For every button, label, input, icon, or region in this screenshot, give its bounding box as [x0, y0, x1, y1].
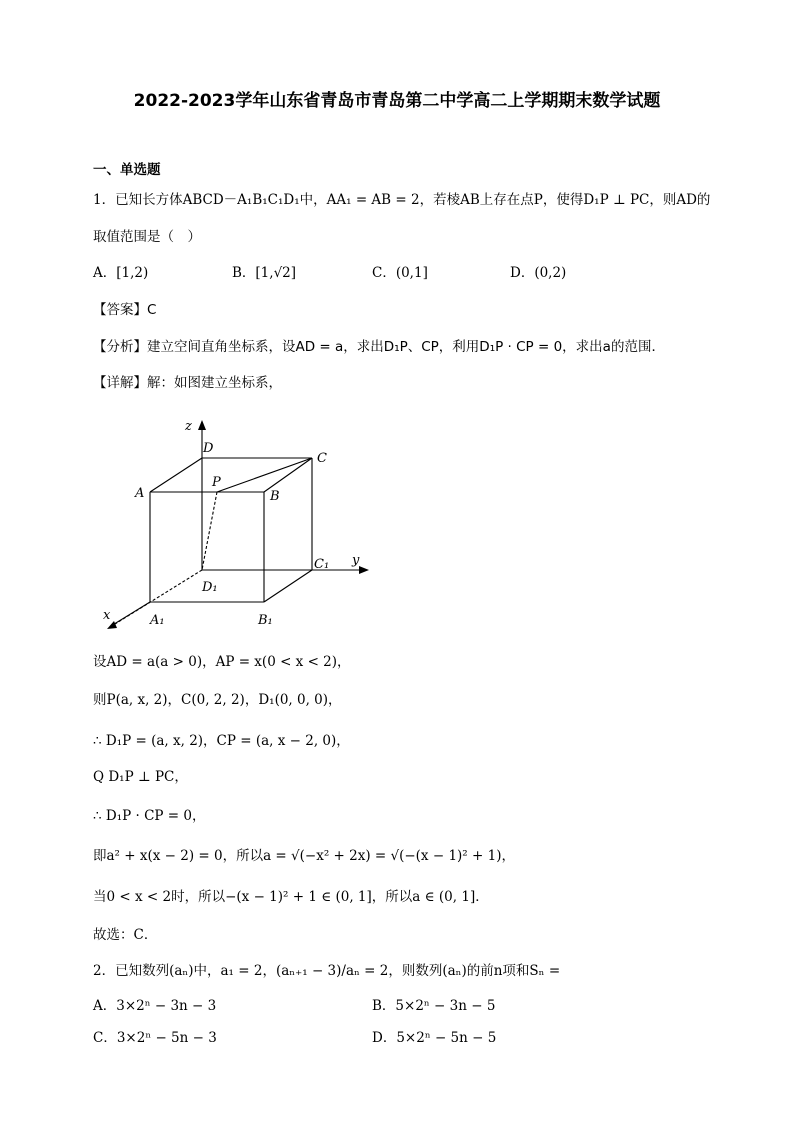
y-axis-arrow	[359, 566, 369, 574]
q1-solution-line8: 故选：C．	[93, 927, 158, 943]
q1-option-d: D．(0,2)	[510, 265, 567, 281]
z-axis-arrow	[198, 420, 206, 430]
q1-stem-line1: 1．已知长方体ABCD－A₁B₁C₁D₁中，AA₁ = AB = 2，若棱AB上存在点P，使得D₁P ⊥ PC，则AD的	[93, 192, 711, 208]
q1-solution-line5: ∴ D₁P · CP = 0，	[93, 808, 206, 824]
q2-option-b: B．5×2ⁿ − 3n − 5	[372, 998, 496, 1014]
label-P: P	[212, 475, 221, 490]
q1-option-b: B．[1,√2]	[232, 265, 297, 281]
q1-solution-line3: ∴ D₁P = (a, x, 2)，CP = (a, x − 2, 0)，	[93, 733, 350, 749]
label-A: A	[135, 486, 145, 501]
q2-stem: 2．已知数列(aₙ)中，a₁ = 2，(aₙ₊₁ − 3)/aₙ = 2，则数列(aₙ)的前n项和Sₙ =	[93, 963, 561, 979]
q1-solution-line4: Q D₁P ⊥ PC，	[93, 769, 188, 785]
edge-AD	[150, 458, 202, 492]
q2-option-c: C．3×2ⁿ − 5n − 3	[93, 1030, 217, 1046]
q1-option-c: C．(0,1]	[372, 265, 428, 281]
label-C1: C₁	[314, 557, 330, 572]
q1-solution-line2: 则P(a, x, 2)，C(0, 2, 2)，D₁(0, 0, 0)，	[93, 692, 342, 708]
label-y: y	[352, 553, 360, 568]
label-D1: D₁	[202, 580, 218, 595]
label-A1: A₁	[150, 613, 165, 628]
q1-solution-line1: 设AD = a(a > 0)，AP = x(0 < x < 2)，	[93, 654, 351, 670]
q1-solution-line6: 即a² + x(x − 2) = 0，所以a = √(−x² + 2x) = √(−(x − 1)² + 1)，	[93, 848, 515, 864]
answer-tag: 【答案】	[93, 302, 147, 318]
label-x: x	[103, 608, 111, 623]
x-axis	[111, 602, 150, 626]
q1-detail	[93, 373, 282, 393]
detail-tag: 【详解】	[93, 375, 147, 391]
edge-B1C1	[264, 570, 312, 602]
exam-title: 2022-2023学年山东省青岛市青岛第二中学高二上学期期末数学试题	[133, 91, 661, 111]
analysis-tag: 【分析】	[93, 339, 147, 355]
label-D: D	[203, 441, 214, 456]
q1-answer	[93, 300, 156, 320]
section-heading: 一、单选题	[93, 162, 161, 178]
label-B: B	[270, 489, 280, 504]
q1-stem-line2: 取值范围是（ ）	[93, 229, 201, 245]
q1-option-a: A．[1,2)	[93, 265, 149, 281]
label-C: C	[317, 451, 327, 466]
q1-solution-line7: 当0 < x < 2时，所以−(x − 1)² + 1 ∈ (0, 1]，所以a ∈ (0, 1]．	[93, 889, 489, 905]
detail-text: 解：如图建立坐标系，	[147, 375, 282, 391]
label-B1: B₁	[258, 613, 273, 628]
edge-BC	[264, 458, 312, 492]
cuboid-figure	[95, 410, 385, 635]
q2-option-a: A．3×2ⁿ − 3n − 3	[93, 998, 217, 1014]
answer-value: C	[147, 302, 157, 318]
segment-PC	[217, 458, 312, 492]
label-z: z	[185, 419, 192, 434]
analysis-text: 建立空间直角坐标系，设AD = a，求出D₁P、CP，利用D₁P · CP = 0，求出a的范围．	[147, 339, 665, 355]
q1-analysis	[93, 337, 665, 357]
q2-option-d: D．5×2ⁿ − 5n − 5	[372, 1030, 497, 1046]
segment-PD1	[202, 492, 217, 570]
